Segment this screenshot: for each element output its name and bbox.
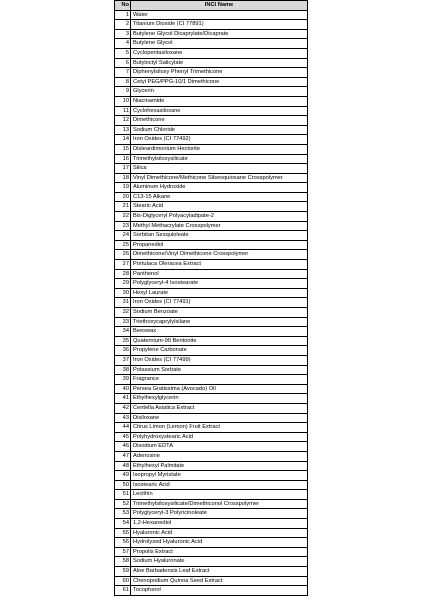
row-number: 37	[115, 355, 131, 365]
table-row	[115, 154, 308, 164]
ingredient-name: Panthenol	[131, 269, 308, 279]
table-row	[115, 538, 308, 548]
ingredient-name: Iron Oxides (CI 77499)	[131, 355, 308, 365]
row-number: 46	[115, 442, 131, 452]
row-number: 18	[115, 173, 131, 183]
row-number: 47	[115, 451, 131, 461]
table-row	[115, 490, 308, 500]
table-row	[115, 173, 308, 183]
table-row	[115, 29, 308, 39]
table-row	[115, 68, 308, 78]
row-number: 36	[115, 346, 131, 356]
row-number: 21	[115, 202, 131, 212]
table-row	[115, 471, 308, 481]
ingredient-name: Bis-Diglyceryl Polyacyladipate-2	[131, 212, 308, 222]
ingredient-name: Isostearic Acid	[131, 480, 308, 490]
ingredient-name: Butyloctyl Salicylate	[131, 58, 308, 68]
ingredient-name: Vinyl Dimethicone/Methicone Silsesquioxane Crosspolymer	[131, 173, 308, 183]
ingredient-name: Propanediol	[131, 240, 308, 250]
table-row	[115, 48, 308, 58]
table-row	[115, 509, 308, 519]
row-number: 9	[115, 87, 131, 97]
table-row	[115, 202, 308, 212]
ingredient-name: Cyclohexasiloxane	[131, 106, 308, 116]
table-row	[115, 365, 308, 375]
table-row	[115, 298, 308, 308]
table-body	[115, 10, 308, 595]
table-row	[115, 279, 308, 289]
ingredient-name: Water	[131, 10, 308, 20]
table-row	[115, 557, 308, 567]
table-row	[115, 375, 308, 385]
row-number: 53	[115, 509, 131, 519]
ingredient-name: Dimethicone/Vinyl Dimethicone Crosspolymer	[131, 250, 308, 260]
table-row	[115, 260, 308, 270]
table-row	[115, 547, 308, 557]
row-number: 16	[115, 154, 131, 164]
table-row	[115, 451, 308, 461]
ingredient-name: Disteardimonium Hectorite	[131, 144, 308, 154]
ingredient-name: Centella Asiatica Extract	[131, 403, 308, 413]
ingredient-name: Sodium Hyaluronate	[131, 557, 308, 567]
row-number: 29	[115, 279, 131, 289]
row-number: 35	[115, 336, 131, 346]
table-row	[115, 528, 308, 538]
table-row	[115, 116, 308, 126]
row-number: 50	[115, 480, 131, 490]
row-number: 19	[115, 183, 131, 193]
row-number: 33	[115, 317, 131, 327]
row-number: 45	[115, 432, 131, 442]
table-row	[115, 403, 308, 413]
ingredient-name: Polyglyceryl-3 Polyricinoleate	[131, 509, 308, 519]
ingredient-name: Trimethylsiloxysilicate	[131, 154, 308, 164]
row-number: 56	[115, 538, 131, 548]
table-row	[115, 10, 308, 20]
table-row	[115, 39, 308, 49]
row-number: 3	[115, 29, 131, 39]
row-number: 31	[115, 298, 131, 308]
row-number: 39	[115, 375, 131, 385]
row-number: 20	[115, 192, 131, 202]
ingredient-name: Aloe Barbadensis Leaf Extract	[131, 567, 308, 577]
inci-table	[114, 0, 308, 596]
ingredient-name: Portulaca Oleracea Extract	[131, 260, 308, 270]
row-number: 25	[115, 240, 131, 250]
row-number: 8	[115, 77, 131, 87]
row-number: 48	[115, 461, 131, 471]
table-row	[115, 106, 308, 116]
table-row	[115, 480, 308, 490]
table-row	[115, 87, 308, 97]
ingredient-name: 1,2-Hexanediol	[131, 519, 308, 529]
ingredient-name: Hyaluronic Acid	[131, 528, 308, 538]
ingredient-name: Propylene Carbonate	[131, 346, 308, 356]
ingredient-name: Triethoxycaprylylsilane	[131, 317, 308, 327]
ingredient-name: Disiloxane	[131, 413, 308, 423]
table-row	[115, 192, 308, 202]
row-number: 38	[115, 365, 131, 375]
ingredient-name: Silica	[131, 164, 308, 174]
header-no: No	[115, 1, 131, 11]
ingredient-name: Iron Oxides (CI 77492)	[131, 135, 308, 145]
table-row	[115, 135, 308, 145]
table-row	[115, 336, 308, 346]
ingredient-name: Ethylhexylglycerin	[131, 394, 308, 404]
ingredient-name: Dimethicone	[131, 116, 308, 126]
table-row	[115, 288, 308, 298]
row-number: 52	[115, 499, 131, 509]
row-number: 26	[115, 250, 131, 260]
row-number: 32	[115, 308, 131, 318]
row-number: 49	[115, 471, 131, 481]
ingredient-name: Citrus Limon (Lemon) Fruit Extract	[131, 423, 308, 433]
ingredient-name: Cyclopentasiloxane	[131, 48, 308, 58]
ingredient-name: Titanium Dioxide (CI 77891)	[131, 20, 308, 30]
table-row	[115, 355, 308, 365]
table-row	[115, 442, 308, 452]
ingredient-name: Sodium Chloride	[131, 125, 308, 135]
ingredient-name: Butylene Glycol	[131, 39, 308, 49]
ingredient-name: Lecithin	[131, 490, 308, 500]
row-number: 22	[115, 212, 131, 222]
row-number: 5	[115, 48, 131, 58]
ingredient-name: Adenosine	[131, 451, 308, 461]
row-number: 7	[115, 68, 131, 78]
table-row	[115, 240, 308, 250]
table-row	[115, 423, 308, 433]
row-number: 40	[115, 384, 131, 394]
ingredient-name: Iron Oxides (CI 77491)	[131, 298, 308, 308]
ingredient-name: Chenopodium Quinoa Seed Extract	[131, 576, 308, 586]
table-row	[115, 250, 308, 260]
table-row	[115, 183, 308, 193]
row-number: 28	[115, 269, 131, 279]
table-row	[115, 269, 308, 279]
row-number: 43	[115, 413, 131, 423]
row-number: 44	[115, 423, 131, 433]
ingredient-name: Glycerin	[131, 87, 308, 97]
ingredient-name: Propolis Extract	[131, 547, 308, 557]
table-row	[115, 58, 308, 68]
table-row	[115, 384, 308, 394]
table-row	[115, 586, 308, 596]
row-number: 11	[115, 106, 131, 116]
row-number: 55	[115, 528, 131, 538]
table-row	[115, 317, 308, 327]
row-number: 12	[115, 116, 131, 126]
ingredient-name: Hexyl Laurate	[131, 288, 308, 298]
row-number: 2	[115, 20, 131, 30]
ingredient-name: Quaternium-90 Bentonite	[131, 336, 308, 346]
ingredient-name: Persea Gratissima (Avocado) Oil	[131, 384, 308, 394]
table-row	[115, 346, 308, 356]
row-number: 17	[115, 164, 131, 174]
row-number: 24	[115, 231, 131, 241]
ingredient-name: Sorbitan Sesquioleate	[131, 231, 308, 241]
row-number: 13	[115, 125, 131, 135]
table-row	[115, 327, 308, 337]
row-number: 14	[115, 135, 131, 145]
row-number: 41	[115, 394, 131, 404]
row-number: 27	[115, 260, 131, 270]
row-number: 54	[115, 519, 131, 529]
row-number: 61	[115, 586, 131, 596]
table-row	[115, 394, 308, 404]
table-row	[115, 125, 308, 135]
ingredient-name: Methyl Methacrylate Crosspolymer	[131, 221, 308, 231]
ingredient-name: Fragrance	[131, 375, 308, 385]
table-row	[115, 308, 308, 318]
table-row	[115, 519, 308, 529]
row-number: 60	[115, 576, 131, 586]
ingredient-name: Sodium Benzoate	[131, 308, 308, 318]
ingredient-name: Aluminum Hydroxide	[131, 183, 308, 193]
row-number: 30	[115, 288, 131, 298]
row-number: 23	[115, 221, 131, 231]
row-number: 42	[115, 403, 131, 413]
table-row	[115, 164, 308, 174]
table-row	[115, 576, 308, 586]
table-row	[115, 432, 308, 442]
table-row	[115, 144, 308, 154]
ingredient-name: Isopropyl Myristate	[131, 471, 308, 481]
table-row	[115, 231, 308, 241]
ingredient-name: Trimethylsiloxysilicate/Dimethiconol Crosspolymer	[131, 499, 308, 509]
row-number: 10	[115, 96, 131, 106]
ingredient-name: Stearic Acid	[131, 202, 308, 212]
row-number: 57	[115, 547, 131, 557]
row-number: 15	[115, 144, 131, 154]
ingredient-name: Potassium Sorbate	[131, 365, 308, 375]
ingredient-name: Beeswax	[131, 327, 308, 337]
table-row	[115, 461, 308, 471]
table-row	[115, 96, 308, 106]
ingredient-name: Disodium EDTA	[131, 442, 308, 452]
row-number: 34	[115, 327, 131, 337]
table-row	[115, 221, 308, 231]
row-number: 59	[115, 567, 131, 577]
ingredient-name: Hydrolyzed Hyaluronic Acid	[131, 538, 308, 548]
ingredient-name: Butylene Glycol Dicaprylate/Dicaprate	[131, 29, 308, 39]
row-number: 51	[115, 490, 131, 500]
row-number: 58	[115, 557, 131, 567]
table-row	[115, 77, 308, 87]
row-number: 6	[115, 58, 131, 68]
header-inci-name: INCI Name	[131, 1, 308, 11]
ingredient-name: Niacinamide	[131, 96, 308, 106]
table-row	[115, 499, 308, 509]
row-number: 1	[115, 10, 131, 20]
ingredient-name: Tocopherol	[131, 586, 308, 596]
ingredient-name: Polyhydroxystearic Acid	[131, 432, 308, 442]
table-row	[115, 20, 308, 30]
table-header-row	[115, 1, 308, 11]
ingredient-name: Polyglyceryl-4 Isostearate	[131, 279, 308, 289]
table-row	[115, 212, 308, 222]
ingredient-name: Cetyl PEG/PPG-10/1 Dimethicone	[131, 77, 308, 87]
table-row	[115, 567, 308, 577]
table-row	[115, 413, 308, 423]
ingredient-name: C13-15 Alkane	[131, 192, 308, 202]
row-number: 4	[115, 39, 131, 49]
ingredient-name: Ethylhexyl Palmitate	[131, 461, 308, 471]
ingredient-name: Diphenylsiloxy Phenyl Trimethicone	[131, 68, 308, 78]
